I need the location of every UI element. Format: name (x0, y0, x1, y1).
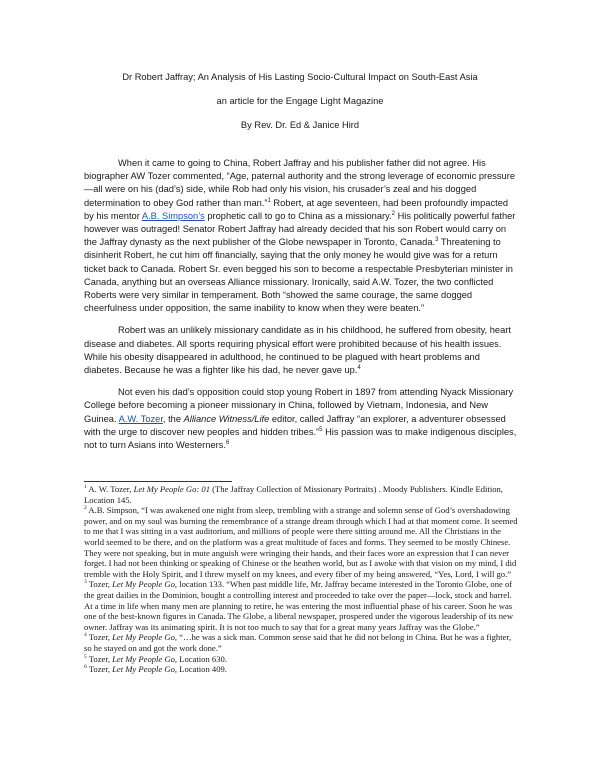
paragraph-text: Threatening to disinherit Robert, he cut him off financially, saying that the only money he would give was for a return ticket back to Canada. Robert Sr. even begged his son to become a respectable Presbyterian minister in Canada, anything but an overseas Alliance missionary. Ironically, said A.W. Tozer, the two conflicted Roberts were very similar in temperament. Both “showed the same courage, the same dogged cheerfulness under opposition, the same inability to know when they were beaten.” (84, 237, 513, 314)
footnote-4 (84, 632, 520, 653)
paragraph-text: His politically powerful father however was outraged! Senator Robert Jaffray had already decided that his son Robert would carry on the Jaffray dynasty as the next publisher of the Globe newspaper in Toronto, Canada. (84, 210, 516, 248)
book-title: Let My People Go (112, 579, 175, 590)
footnote-number: 6 (84, 664, 87, 671)
paragraph-text: His passion was to make indigenous disciples, not to turn Asians into Westerners. (84, 426, 517, 451)
footnote-ref[interactable]: 5 (319, 426, 323, 433)
paragraph-2 (84, 324, 520, 377)
footnote-text: A.B. Simpson, “I was awakened one night from sleep, trembling with a strange and solemn sense of God’s overshadowing power, and on my soul was burning the remembrance of a strange dream through which I had at that moment come. It seemed to me that I was sitting in a vast auditorium, and millions of people were there sitting around me. All the Christians in the world seemed to be there, and on the platform was a great multitude of faces and forms. They seemed to be mostly Chinese. They were not speaking, but in mute anguish were wringing their hands, and their faces wore an expression that I can never forget. I had not been thinking or speaking of Chinese or the heathen world, but as I awoke with that vision on my mind, I did tremble with the Holy Spirit, and I threw myself on my knees, and every fiber of my being answered, “Yes, Lord, I will go.” (84, 505, 518, 579)
footnote-2 (84, 505, 520, 579)
book-title: Let My People Go (112, 653, 175, 664)
paragraph-text: Robert, at age seventeen, had been profoundly impacted by his mentor (84, 197, 509, 221)
footnote-3 (84, 579, 520, 632)
footnote-ref[interactable]: 1 (267, 197, 271, 204)
article-title: Dr Robert Jaffray; An Analysis of His Lasting Socio-Cultural Impact on South-East Asia (122, 72, 478, 82)
footnote-text: A. W. Tozer, (86, 484, 134, 494)
footnote-6 (84, 664, 520, 675)
footnote-text: , location 133. “When past middle life, Mr. Jaffray became interested in the Toronto Globe, one of the great dailies in the Dominion, bought a controlling interest and proceeded to take over the paper—lock, stock and barrel. At a time in life when many men are planning to retire, he was entering the most influential phase of his career. Soon he was one of the best-known figures in Canada. The Globe, a liberal newspaper, prospered under the vigorous leadership of its new owner. Jaffray was its animating spirit. It is not too much to say that for a great many years Jaffray was the Globe.” (84, 579, 514, 632)
footnote-text: Tozer, (86, 664, 113, 675)
footnote-text: Tozer, (86, 632, 113, 643)
article-subtitle: an article for the Engage Light Magazine (216, 96, 384, 106)
footnote-ref[interactable]: 2 (391, 210, 395, 217)
footnote-text: , Location 630. (174, 653, 227, 664)
footnote-separator (84, 481, 232, 482)
footnote-text: Tozer, (86, 579, 113, 590)
footnote-number: 3 (84, 579, 87, 586)
footnote-5 (84, 654, 520, 665)
simpson-link[interactable]: A.B. Simpson’s (141, 210, 205, 221)
paragraph-text: , the (162, 413, 184, 424)
footnote-text: , Location 409. (174, 664, 227, 675)
footnote-number: 1 (84, 484, 87, 491)
paragraph-text: prophetic call to go to China as a missionary. (204, 210, 392, 221)
book-title: Let My People Go (112, 664, 175, 675)
footnote-ref[interactable]: 4 (357, 364, 361, 371)
footnote-ref[interactable]: 6 (225, 439, 230, 446)
article-byline: By Rev. Dr. Ed & Janice Hird (240, 120, 360, 130)
paragraph-text: Not even his dad’s opposition could stop young Robert in 1897 from attending Nyack Missionary College before becoming a pioneer missionary in China, followed by Vietnam, Indonesia, and New Guinea. (84, 387, 514, 424)
book-title: Let My People Go (112, 632, 175, 643)
paragraph-text: When it came to going to China, Robert Jaffray and his publisher father did not agree. His biographer AW Tozer commented, “Age, paternal authority and the strong leverage of economic pressure—all were on his (dad’s) side, while Rob had only his vision, his crusader’s zeal and his dogged determination to obey God rather than man.” (84, 158, 515, 208)
paragraph-3 (84, 386, 520, 452)
footnotes (84, 484, 520, 675)
tozer-link[interactable]: A.W. Tozer (118, 413, 163, 424)
footnote-text: (The Jaffray Collection of Missionary Portraits) . Moody Publishers. Kindle Edition, Location 145. (84, 484, 503, 505)
footnote-text: Tozer, (86, 653, 113, 664)
book-title: Let My People Go: 01 (133, 484, 210, 494)
paragraph-text: Robert was an unlikely missionary candidate as in his childhood, he suffered from obesity, heart disease and diabetes. All sports requiring physical effort were prohibited because of his health issues. While his obesity disappeared in adulthood, he continued to be plagued with heart problems and diabetes. Because he was a fighter like his dad, he never gave up. (84, 325, 511, 376)
footnote-text: , “…he was a sick man. Common sense said that he did not belong in China. But he was a fighter, so he stayed on and got the work done.” (84, 632, 512, 653)
article-body (84, 157, 520, 461)
magazine-title: Alliance Witness/Life (183, 413, 270, 424)
footnote-number: 5 (84, 653, 87, 660)
footnote-1 (84, 484, 520, 505)
footnote-number: 4 (84, 632, 87, 639)
paragraph-text: editor, called Jaffray “an explorer, a adventurer obsessed with the urge to discover new peoples and hidden tribes.” (84, 413, 506, 437)
footnote-number: 2 (84, 505, 87, 512)
footnote-ref[interactable]: 3 (435, 237, 439, 244)
paragraph-1 (84, 157, 520, 315)
